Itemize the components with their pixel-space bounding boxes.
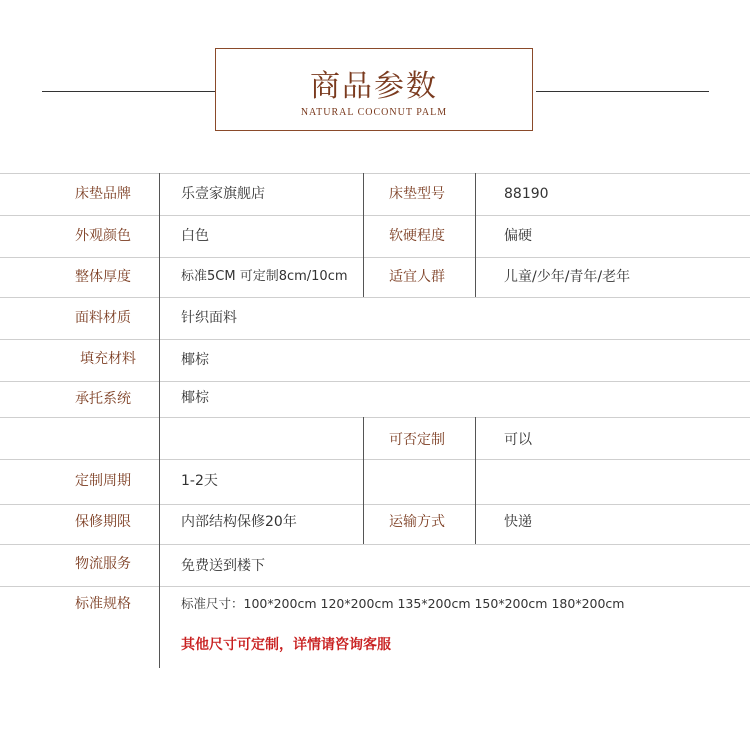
row-divider xyxy=(0,215,750,216)
label-fabric: 面料材质 xyxy=(75,310,131,326)
custom-size-note: 其他尺寸可定制，详情请咨询客服 xyxy=(181,637,391,653)
value-firmness: 偏硬 xyxy=(504,228,532,244)
column-divider xyxy=(363,173,364,297)
label-support: 承托系统 xyxy=(75,391,131,407)
value-audience: 儿童/少年/青年/老年 xyxy=(504,269,631,285)
value-brand: 乐壹家旗舰店 xyxy=(181,186,265,202)
label-color: 外观颜色 xyxy=(75,228,131,244)
row-divider xyxy=(0,504,750,505)
label-brand: 床垫品牌 xyxy=(75,186,131,202)
spec-table xyxy=(0,173,750,668)
value-shipping: 快递 xyxy=(504,514,532,530)
header-rule-left xyxy=(42,91,216,92)
row-divider xyxy=(0,544,750,545)
label-period: 定制周期 xyxy=(75,473,131,489)
label-audience: 适宜人群 xyxy=(389,269,445,285)
label-filling: 填充材料 xyxy=(80,351,136,367)
label-thickness: 整体厚度 xyxy=(75,269,131,285)
row-divider xyxy=(0,339,750,340)
column-divider xyxy=(475,417,476,544)
label-model: 床垫型号 xyxy=(389,186,445,202)
label-customizable: 可否定制 xyxy=(389,432,445,448)
value-logistics: 免费送到楼下 xyxy=(181,558,265,574)
page-title: 商品参数 xyxy=(310,69,438,104)
value-spec: 标准尺寸：100*200cm 120*200cm 135*200cm 150*200cm 180*200cm xyxy=(181,596,625,611)
value-warranty: 内部结构保修20年 xyxy=(181,514,297,530)
column-divider xyxy=(363,417,364,544)
value-fabric: 针织面料 xyxy=(181,310,237,326)
row-divider xyxy=(0,381,750,382)
row-divider xyxy=(0,297,750,298)
label-spec: 标准规格 xyxy=(75,596,131,612)
value-customizable: 可以 xyxy=(504,432,532,448)
column-divider xyxy=(475,173,476,297)
row-divider xyxy=(0,586,750,587)
row-divider xyxy=(0,173,750,174)
label-firmness: 软硬程度 xyxy=(389,228,445,244)
value-thickness: 标准5CM 可定制8cm/10cm xyxy=(181,269,348,284)
value-model: 88190 xyxy=(504,186,549,202)
label-logistics: 物流服务 xyxy=(75,556,131,572)
value-period: 1-2天 xyxy=(181,473,218,489)
label-shipping: 运输方式 xyxy=(389,514,445,530)
row-divider xyxy=(0,257,750,258)
header-rule-right xyxy=(536,91,709,92)
value-filling: 椰棕 xyxy=(181,352,209,368)
row-divider xyxy=(0,417,750,418)
value-color: 白色 xyxy=(181,228,209,244)
value-support: 椰棕 xyxy=(181,390,209,406)
column-divider xyxy=(159,173,160,668)
label-warranty: 保修期限 xyxy=(75,514,131,530)
title-box xyxy=(215,48,533,131)
row-divider xyxy=(0,459,750,460)
page-subtitle: NATURAL COCONUT PALM xyxy=(300,107,448,118)
